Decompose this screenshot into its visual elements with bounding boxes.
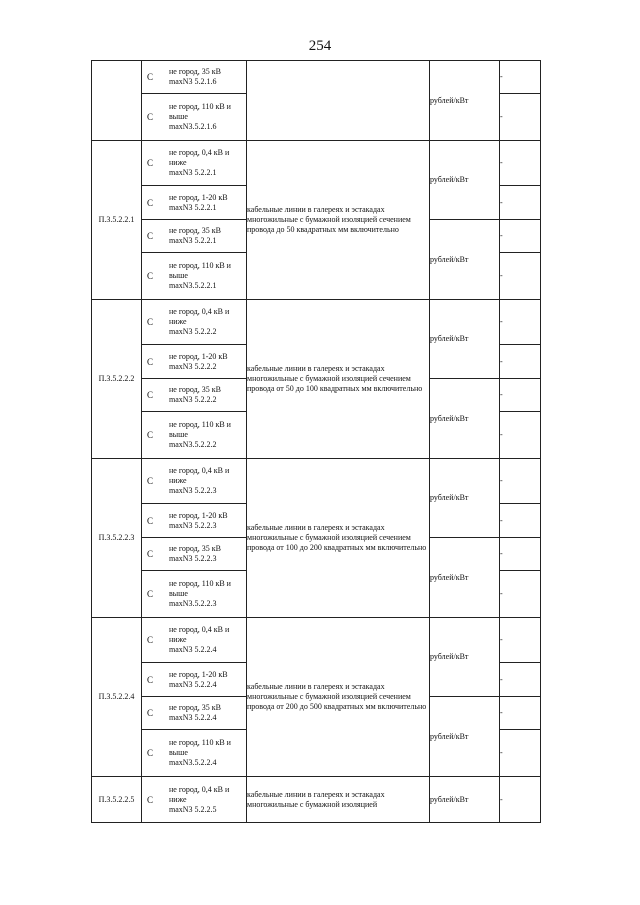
- value-cell: -: [500, 618, 541, 663]
- value-cell: -: [500, 504, 541, 538]
- row-code: П.3.5.2.2.4: [92, 618, 142, 777]
- value-cell: -: [500, 61, 541, 94]
- condition-text: не город, 35 кВ maxN3 5.2.1.6: [169, 67, 221, 86]
- value-cell: -: [500, 345, 541, 379]
- condition-cell: [142, 504, 247, 538]
- condition-text: не город, 110 кВ и выше maxN3.5.2.2.1: [169, 261, 231, 290]
- value-cell: -: [500, 697, 541, 730]
- condition-text: не город, 0,4 кВ и ниже maxN3 5.2.2.2: [169, 307, 230, 336]
- category-letter: С: [147, 271, 154, 281]
- unit-cell: рублей/кВт: [430, 300, 500, 379]
- condition-cell: [142, 571, 247, 618]
- value-cell: -: [500, 186, 541, 220]
- condition-text: не город, 1-20 кВ maxN3 5.2.2.4: [169, 669, 228, 689]
- row-code: [92, 61, 142, 141]
- condition-text: не город, 110 кВ и выше maxN3.5.2.2.2: [169, 420, 231, 449]
- condition-cell: [142, 412, 247, 459]
- condition-cell: [142, 618, 247, 663]
- condition-cell: [142, 663, 247, 697]
- line-description: кабельные линии в галереях и эстакадах многожильные с бумажной изоляцией: [247, 777, 430, 823]
- value-cell: -: [500, 538, 541, 571]
- condition-text: не город, 0,4 кВ и ниже maxN3 5.2.2.4: [169, 625, 230, 654]
- category-letter: С: [147, 72, 154, 82]
- row-code: П.3.5.2.2.5: [92, 777, 142, 823]
- value-cell: -: [500, 412, 541, 459]
- condition-text: не город, 0,4 кВ и ниже maxN3 5.2.2.3: [169, 466, 230, 495]
- row-code: П.3.5.2.2.2: [92, 300, 142, 459]
- unit-cell: рублей/кВт: [430, 379, 500, 459]
- table-row: [92, 300, 541, 345]
- condition-cell: [142, 253, 247, 300]
- line-description: [247, 61, 430, 141]
- condition-text: не город, 35 кВ maxN3 5.2.2.3: [169, 544, 221, 563]
- table-row: [92, 777, 541, 823]
- condition-cell: [142, 186, 247, 220]
- category-letter: С: [147, 515, 154, 526]
- page-number: 254: [308, 38, 332, 54]
- table-row: [92, 61, 541, 94]
- value-cell: -: [500, 459, 541, 504]
- condition-text: не город, 110 кВ и выше maxN3.5.2.1.6: [169, 102, 231, 131]
- condition-text: не город, 35 кВ maxN3 5.2.2.2: [169, 385, 221, 404]
- category-letter: С: [147, 748, 154, 758]
- value-cell: -: [500, 94, 541, 141]
- value-cell: -: [500, 571, 541, 618]
- condition-cell: [142, 141, 247, 186]
- category-letter: С: [147, 356, 154, 367]
- unit-cell: рублей/кВт: [430, 220, 500, 300]
- condition-text: не город, 0,4 кВ и ниже maxN3 5.2.2.1: [169, 148, 230, 177]
- unit-cell: рублей/кВт: [430, 141, 500, 220]
- condition-cell: [142, 300, 247, 345]
- condition-text: не город, 35 кВ maxN3 5.2.2.4: [169, 703, 221, 722]
- condition-text: не город, 1-20 кВ maxN3 5.2.2.2: [169, 351, 228, 371]
- value-cell: -: [500, 220, 541, 253]
- unit-cell: рублей/кВт: [430, 618, 500, 697]
- category-letter: С: [147, 430, 154, 440]
- unit-cell: рублей/кВт: [430, 61, 500, 141]
- value-cell: -: [500, 300, 541, 345]
- value-cell: -: [500, 379, 541, 412]
- condition-cell: [142, 379, 247, 412]
- value-cell: -: [500, 730, 541, 777]
- value-cell: -: [500, 253, 541, 300]
- category-letter: С: [147, 674, 154, 685]
- condition-cell: [142, 459, 247, 504]
- condition-text: не город, 1-20 кВ maxN3 5.2.2.3: [169, 510, 228, 530]
- value-cell: -: [500, 141, 541, 186]
- category-letter: С: [147, 476, 154, 486]
- condition-text: не город, 110 кВ и выше maxN3.5.2.2.4: [169, 738, 231, 767]
- condition-cell: [142, 777, 247, 823]
- condition-cell: [142, 538, 247, 571]
- condition-cell: [142, 730, 247, 777]
- unit-cell: рублей/кВт: [430, 538, 500, 618]
- condition-text: не город, 1-20 кВ maxN3 5.2.2.1: [169, 192, 228, 212]
- table-row: [92, 459, 541, 504]
- condition-text: не город, 35 кВ maxN3 5.2.2.1: [169, 226, 221, 245]
- category-letter: С: [147, 158, 154, 168]
- category-letter: С: [147, 635, 154, 645]
- condition-cell: [142, 345, 247, 379]
- condition-cell: [142, 220, 247, 253]
- category-letter: С: [147, 794, 154, 805]
- row-code: П.3.5.2.2.1: [92, 141, 142, 300]
- line-description: кабельные линии в галереях и эстакадах многожильные с бумажной изоляцией сечением провода от 200 до 500 квадратных мм включительно: [247, 618, 430, 777]
- condition-text: не город, 0,4 кВ и ниже maxN3 5.2.2.5: [169, 784, 230, 814]
- category-letter: С: [147, 112, 154, 122]
- unit-cell: рублей/кВт: [430, 697, 500, 777]
- category-letter: С: [147, 317, 154, 327]
- line-description: кабельные линии в галереях и эстакадах многожильные с бумажной изоляцией сечением провода от 50 до 100 квадратных мм включительно: [247, 300, 430, 459]
- category-letter: С: [147, 589, 154, 599]
- tariff-table: [91, 60, 541, 823]
- value-cell: -: [500, 777, 541, 823]
- condition-text: не город, 110 кВ и выше maxN3.5.2.2.3: [169, 579, 231, 608]
- condition-cell: [142, 697, 247, 730]
- value-cell: -: [500, 663, 541, 697]
- category-letter: С: [147, 197, 154, 208]
- condition-cell: [142, 61, 247, 94]
- category-letter: С: [147, 231, 154, 241]
- unit-cell: рублей/кВт: [430, 459, 500, 538]
- condition-cell: [142, 94, 247, 141]
- category-letter: С: [147, 549, 154, 559]
- category-letter: С: [147, 708, 154, 718]
- category-letter: С: [147, 390, 154, 400]
- table-row: [92, 618, 541, 663]
- table-row: [92, 141, 541, 186]
- unit-cell: рублей/кВт: [430, 777, 500, 823]
- line-description: кабельные линии в галереях и эстакадах многожильные с бумажной изоляцией сечением провода от 100 до 200 квадратных мм включительно: [247, 459, 430, 618]
- line-description: кабельные линии в галереях и эстакадах многожильные с бумажной изоляцией сечением провода до 50 квадратных мм включительно: [247, 141, 430, 300]
- row-code: П.3.5.2.2.3: [92, 459, 142, 618]
